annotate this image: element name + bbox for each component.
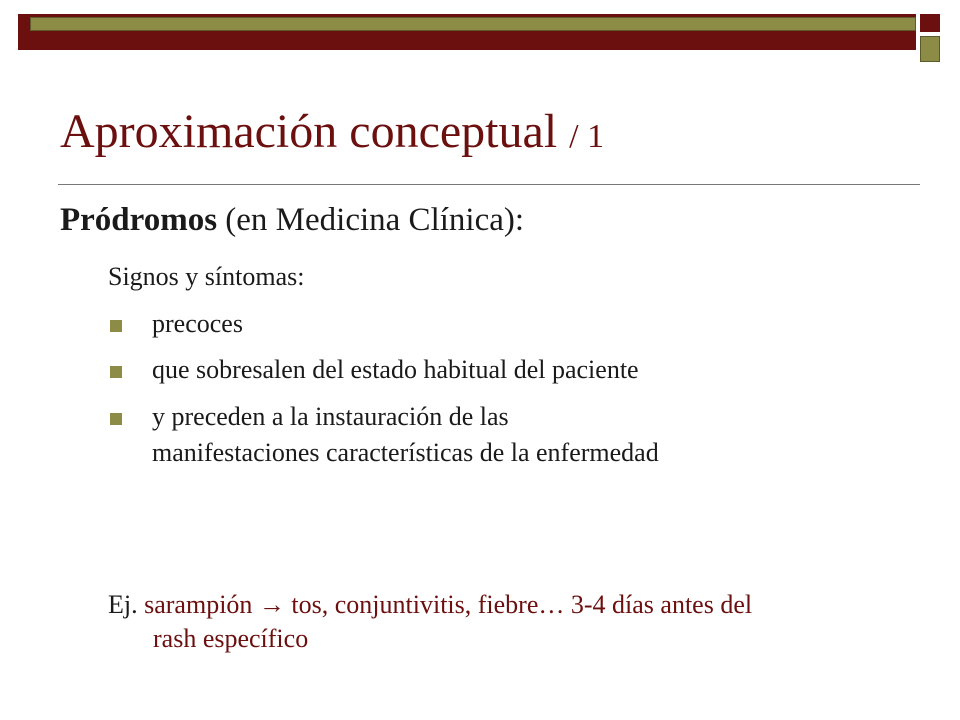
bullet-item-line2: manifestaciones características de la enfermedad	[152, 438, 659, 467]
heading-bold: Pródromos	[60, 202, 218, 238]
example-lead: Ej.	[108, 590, 138, 619]
header-strip	[30, 17, 916, 31]
example-text-line1: sarampión → tos, conjuntivitis, fiebre… 3-4 días antes del	[144, 590, 753, 619]
corner-square-olive	[920, 36, 940, 62]
bullet-item: precoces	[152, 309, 243, 338]
example-block	[108, 588, 918, 656]
heading-rest: (en Medicina Clínica):	[225, 202, 525, 238]
square-bullet-icon	[110, 413, 122, 425]
corner-square-red	[920, 14, 940, 32]
square-bullet-icon	[110, 366, 122, 378]
example-text-line2: rash específico	[153, 624, 309, 653]
slide-title	[60, 106, 604, 159]
slide-title-text: Aproximación conceptual	[60, 105, 558, 158]
section-heading	[60, 202, 524, 239]
subheading: Signos y síntomas:	[108, 262, 305, 291]
bullet-item: que sobresalen del estado habitual del paciente	[152, 355, 639, 384]
square-bullet-icon	[110, 320, 122, 332]
title-divider	[58, 184, 920, 185]
slide-title-suffix: / 1	[569, 118, 605, 155]
bullet-item-line1: y preceden a la instauración de las	[152, 402, 509, 431]
